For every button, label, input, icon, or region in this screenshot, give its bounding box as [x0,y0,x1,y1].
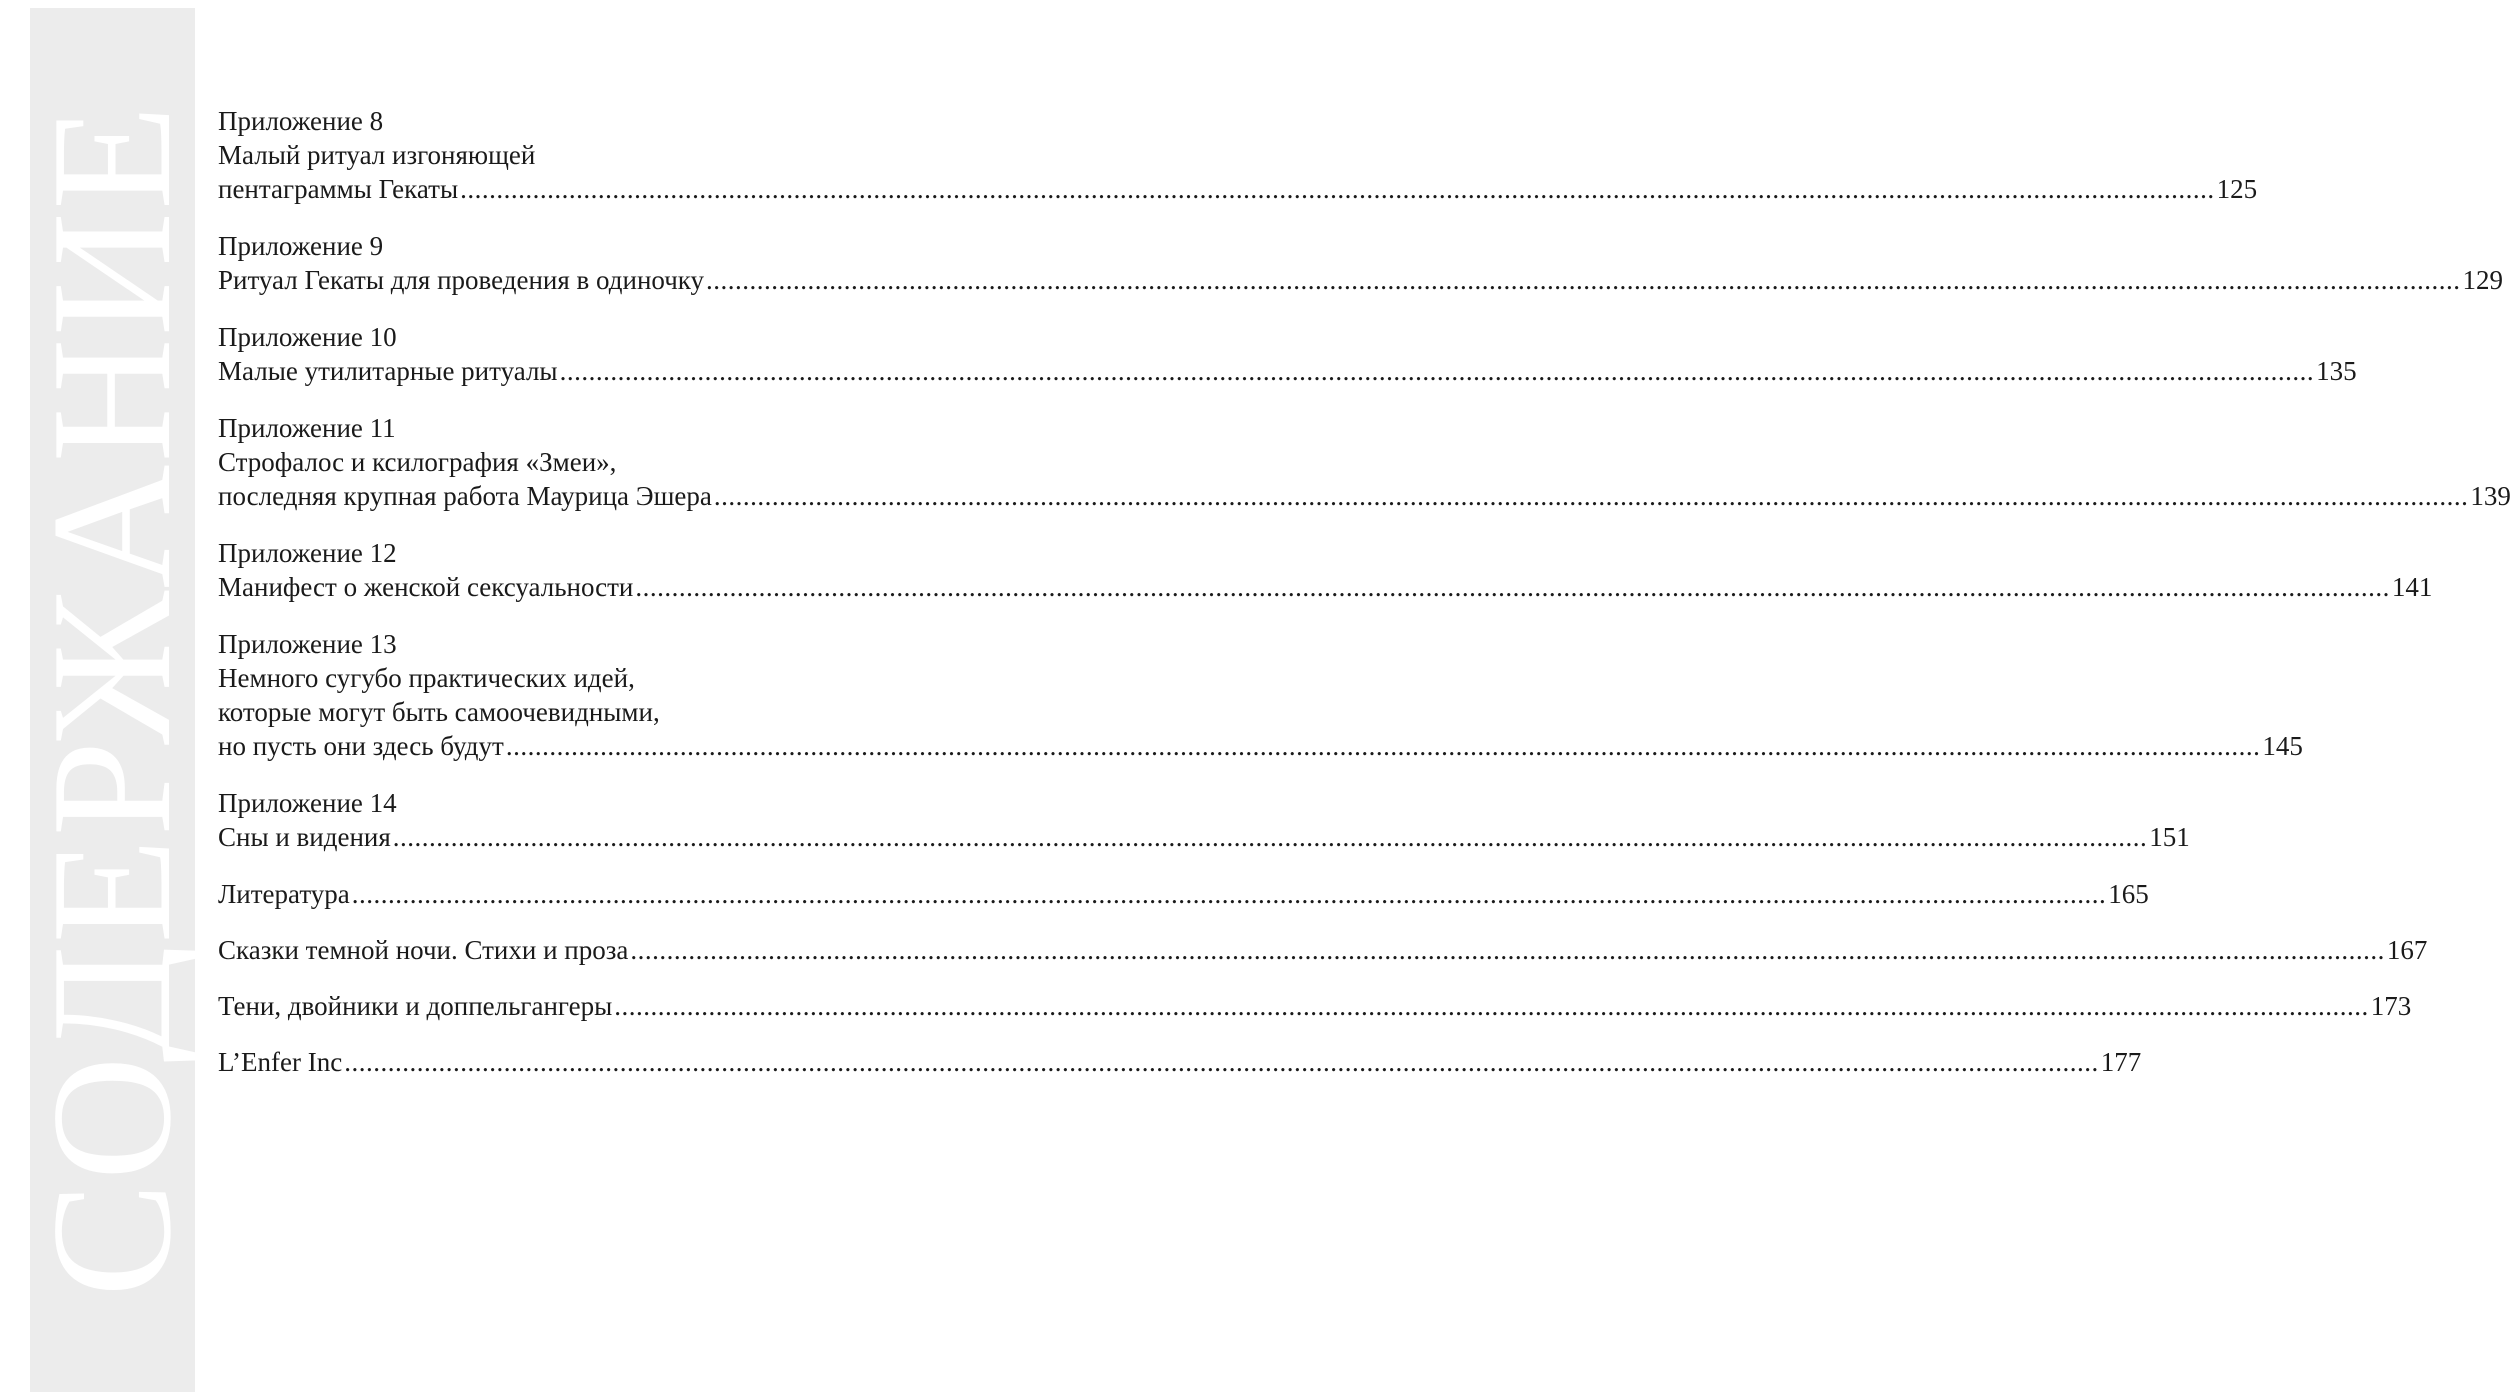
toc-entry-appendix-10[interactable] [218,320,2357,388]
toc-title-text: Литература [218,879,350,909]
page-number: 165 [2108,879,2149,909]
page-number: 125 [2216,174,2258,204]
page-number: 145 [2262,731,2303,761]
toc-title-last-line [218,877,2149,911]
dot-leader [560,354,2315,388]
toc-heading: Приложение 8 [218,106,384,136]
toc-heading: Приложение 14 [218,788,397,818]
toc-title-line: Строфалос и ксилография «Змеи», [218,447,617,477]
toc-entry-tales[interactable] [218,933,2428,967]
toc-entry-appendix-9[interactable] [218,229,2504,297]
page-number: 151 [2149,822,2190,852]
page-number: 135 [2316,356,2357,386]
dot-leader [344,1045,2099,1079]
dot-leader [630,933,2385,967]
toc-entry-shadows[interactable] [218,989,2412,1023]
toc-title-last-line [218,354,2357,388]
page-number: 167 [2386,935,2428,965]
dot-leader [352,877,2107,911]
toc-title-last-line [218,263,2504,297]
toc-title-text: Сны и видения [218,822,391,852]
page-number: 129 [2462,265,2504,295]
toc-title-text: но пусть они здесь будут [218,731,504,761]
dot-leader [635,570,2390,604]
toc-entry-lenfer-inc[interactable] [218,1045,2142,1079]
toc-heading: Приложение 9 [218,231,384,261]
page-number: 141 [2391,572,2433,602]
toc-title-line: Малый ритуал изгоняющей [218,140,536,170]
toc-title-text: последняя крупная работа Маурица Эшера [218,481,712,511]
dot-leader [714,479,2469,513]
toc-entry-appendix-12[interactable] [218,536,2433,604]
toc-title-last-line [218,1045,2142,1079]
toc-title-text: Ритуал Гекаты для проведения в одиночку [218,265,705,295]
toc-heading: Приложение 10 [218,322,397,352]
toc-title-line: Немного сугубо практических идей, [218,663,635,693]
toc-title-text: пентаграммы Гекаты [218,174,459,204]
toc-title-text: L’Enfer Inc [218,1047,343,1077]
toc-title-last-line [218,989,2412,1023]
toc-entry-appendix-13[interactable] [218,627,2303,763]
toc-title-last-line [218,479,2511,513]
toc-entry-literature[interactable] [218,877,2149,911]
toc-title-last-line [218,172,2258,206]
toc-title-line: которые могут быть самоочевидными, [218,697,660,727]
dot-leader [393,820,2148,854]
page-number: 177 [2100,1047,2142,1077]
toc-title-last-line [218,570,2433,604]
dot-leader [706,263,2461,297]
toc-entry-appendix-14[interactable] [218,786,2190,854]
toc-entry-appendix-11[interactable] [218,411,2511,513]
toc-title-last-line [218,820,2190,854]
toc-title-last-line [218,933,2428,967]
dot-leader [614,989,2369,1023]
page-number: 173 [2370,991,2412,1021]
dot-leader [506,729,2261,763]
toc-heading: Приложение 13 [218,629,397,659]
toc-title-text: Манифест о женской сексуальности [218,572,634,602]
toc-title-text: Сказки темной ночи. Стихи и проза [218,935,629,965]
toc-title-text: Малые утилитарные ритуалы [218,356,558,386]
table-of-contents [218,104,2511,1101]
side-title-band [17,8,207,1392]
toc-entry-appendix-8[interactable] [218,104,2258,206]
dot-leader [460,172,2215,206]
toc-title-last-line [218,729,2303,763]
contents-vertical-title: СОДЕРЖАНИЕ [17,102,207,1298]
toc-heading: Приложение 11 [218,413,396,443]
page-number: 139 [2470,481,2511,511]
toc-heading: Приложение 12 [218,538,397,568]
toc-title-text: Тени, двойники и доппельгангеры [218,991,613,1021]
